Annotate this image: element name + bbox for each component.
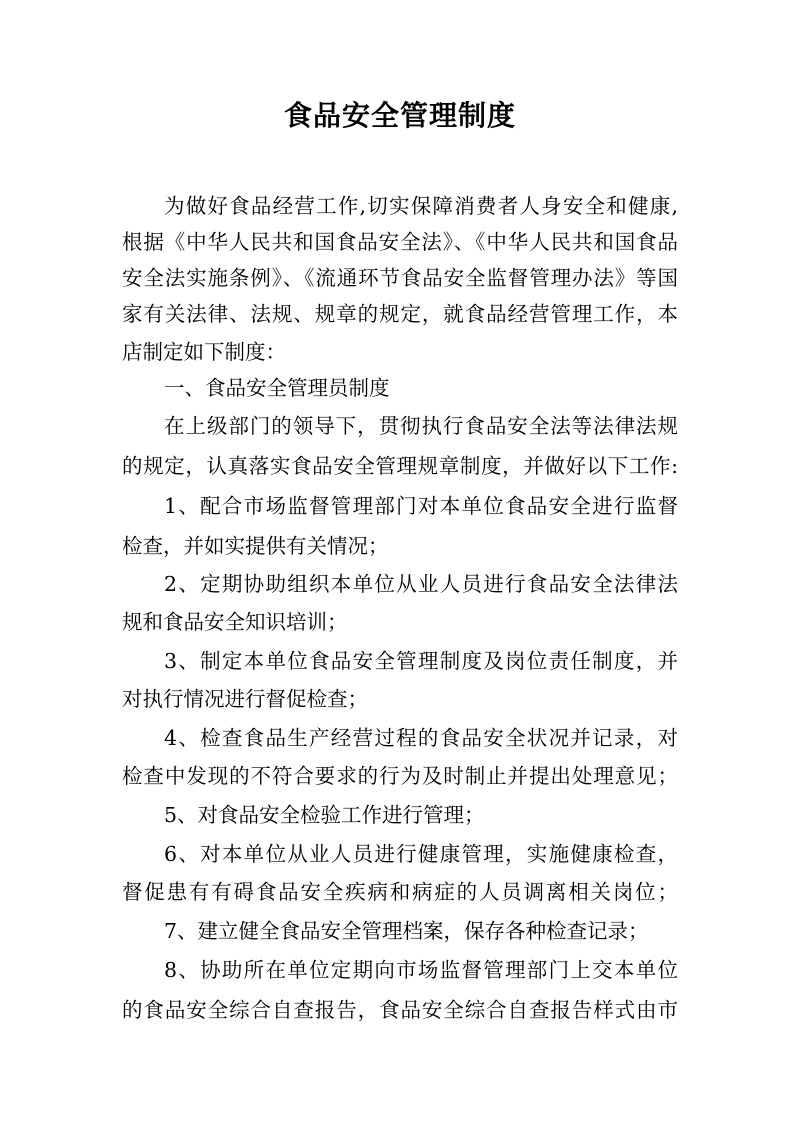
list-item-line: 6、对本单位从业人员进行健康管理，实施健康检查， bbox=[164, 842, 678, 866]
section-heading: 一、食品安全管理员制度 bbox=[164, 376, 390, 400]
list-item-line: 1、配合市场监督管理部门对本单位食品安全进行监督 bbox=[164, 494, 678, 518]
document-title: 食品安全管理制度 bbox=[283, 99, 516, 132]
paragraph-line: 的规定，认真落实食品安全管理规章制度，并做好以下工作: bbox=[122, 454, 678, 478]
paragraph-line: 为做好食品经营工作,切实保障消费者人身安全和健康, bbox=[164, 194, 678, 218]
list-item-line: 3、制定本单位食品安全管理制度及岗位责任制度，并 bbox=[164, 649, 678, 673]
list-item-line: 4、检查食品生产经营过程的食品安全状况并记录，对 bbox=[164, 726, 678, 750]
list-item-line: 规和食品安全知识培训； bbox=[122, 610, 348, 634]
paragraph-line: 在上级部门的领导下，贯彻执行食品安全法等法律法规 bbox=[164, 414, 678, 438]
paragraph-line: 店制定如下制度： bbox=[122, 340, 286, 364]
list-item-line: 的食品安全综合自查报告，食品安全综合自查报告样式由市 bbox=[122, 998, 678, 1022]
paragraph-line: 安全法实施条例》、《流通环节食品安全监督管理办法》等国 bbox=[122, 266, 678, 290]
list-item-line: 8、协助所在单位定期向市场监督管理部门上交本单位 bbox=[164, 958, 678, 982]
list-item-line: 5、对食品安全检验工作进行管理； bbox=[164, 803, 485, 827]
paragraph-line: 根据《中华人民共和国食品安全法》、《中华人民共和国食品 bbox=[122, 230, 678, 254]
list-item-line: 检查，并如实提供有关情况； bbox=[122, 534, 389, 558]
list-item-line: 检查中发现的不符合要求的行为及时制止并提出处理意见； bbox=[122, 764, 678, 788]
list-item-line: 2、定期协助组织本单位从业人员进行食品安全法律法 bbox=[164, 572, 678, 596]
paragraph-line: 家有关法律、法规、规章的规定，就食品经营管理工作，本 bbox=[122, 302, 678, 326]
list-item-line: 7、建立健全食品安全管理档案，保存各种检查记录； bbox=[164, 919, 649, 943]
list-item-line: 督促患有有碍食品安全疾病和病症的人员调离相关岗位； bbox=[122, 880, 678, 904]
list-item-line: 对执行情况进行督促检查； bbox=[122, 687, 368, 711]
